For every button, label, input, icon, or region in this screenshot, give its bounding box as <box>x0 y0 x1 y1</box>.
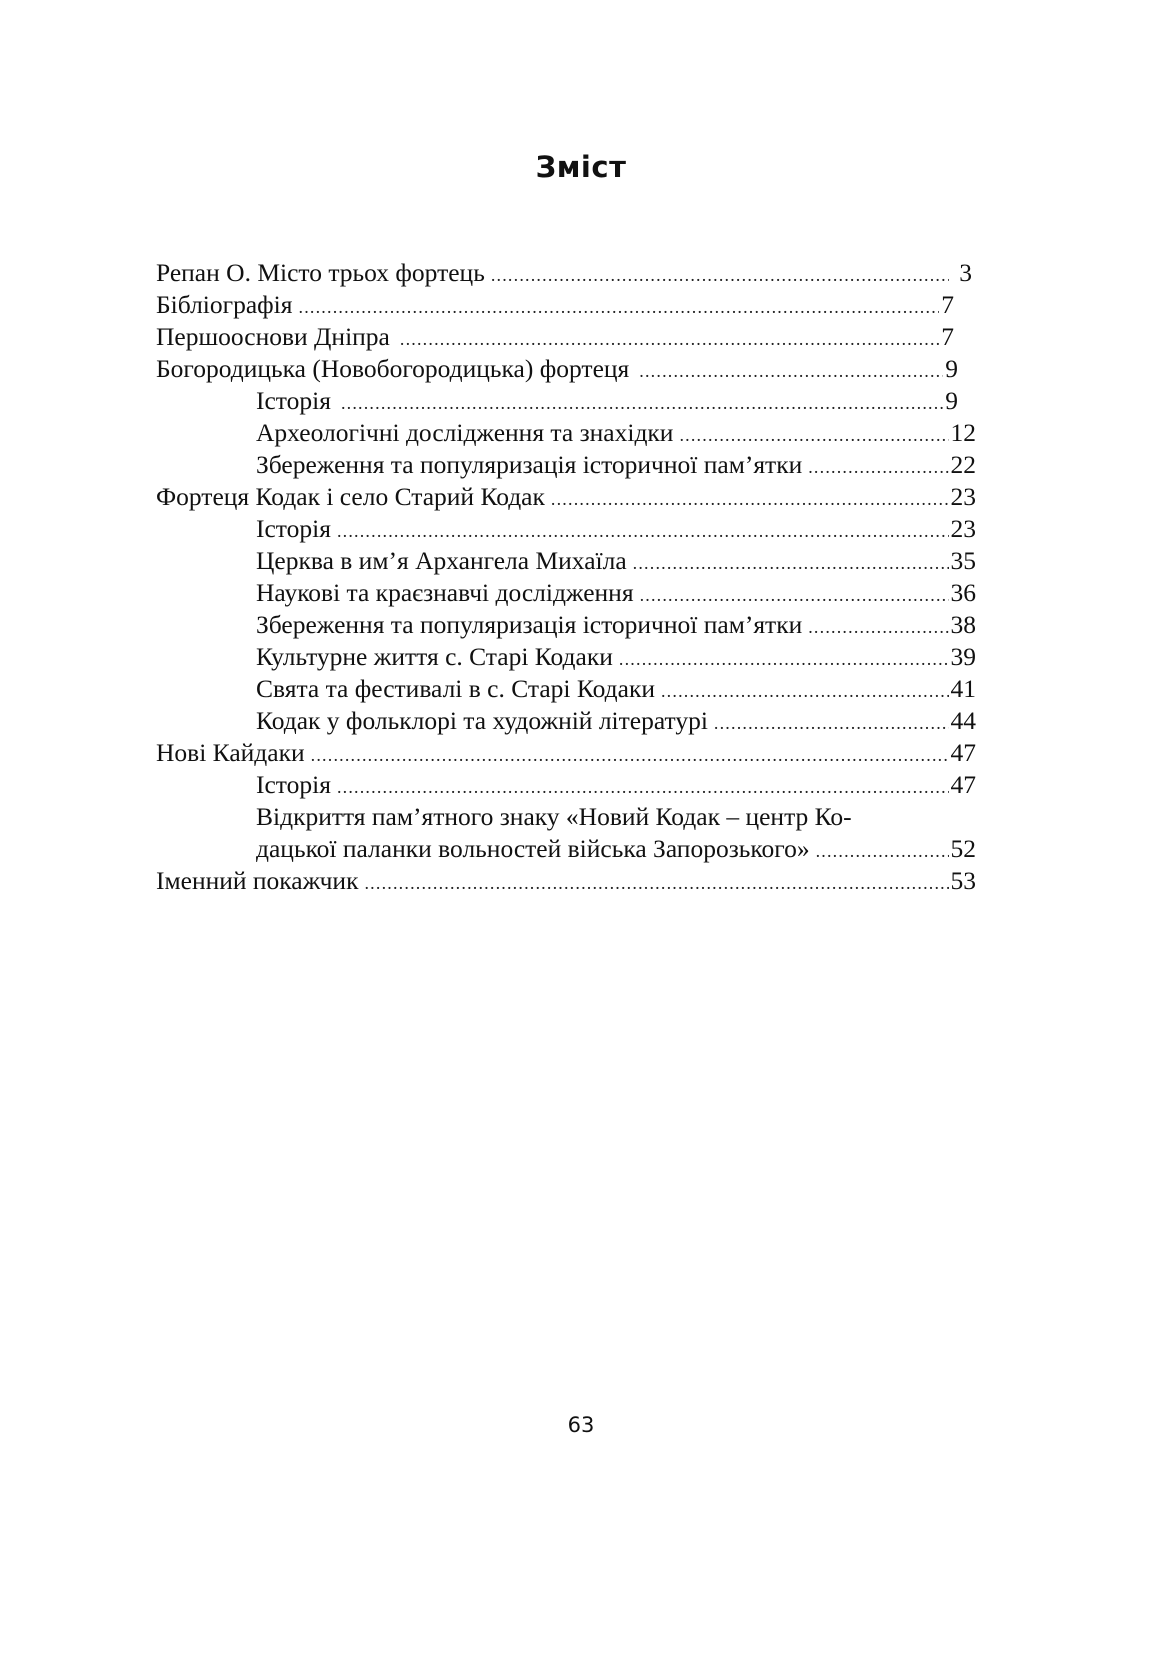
toc-entry-page: 23 <box>950 514 976 543</box>
dot-leader <box>337 515 949 547</box>
toc-entry-page: 47 <box>950 770 976 799</box>
toc-entry-title: Історія <box>256 386 331 415</box>
dot-leader <box>400 323 939 355</box>
dot-leader <box>491 259 949 291</box>
toc-entry-title-line1: Відкриття пам’ятного знаку «Новий Кодак – центр Ко- <box>256 802 852 831</box>
toc-entry-page: 52 <box>950 834 976 863</box>
dot-leader <box>714 707 949 739</box>
toc-entry-page: 12 <box>950 418 976 447</box>
toc-entry-title: Збереження та популяризація історичної пам’ятки <box>256 450 803 479</box>
toc-subentry[interactable] <box>156 385 976 417</box>
dot-leader <box>816 835 949 867</box>
toc-entry-page: 47 <box>950 738 976 767</box>
toc-entry-page: 9 <box>945 386 958 415</box>
toc-entry[interactable] <box>156 257 976 289</box>
toc-entry[interactable] <box>156 321 976 353</box>
dot-leader <box>364 867 948 899</box>
toc-entry-title: Наукові та краєзнавчі дослідження <box>256 578 634 607</box>
toc-entry-title: Богородицька (Новобогородицька) фортеця <box>156 354 630 383</box>
toc-subentry[interactable] <box>156 801 976 865</box>
toc-entry-page: 38 <box>950 610 976 639</box>
dot-leader <box>619 643 949 675</box>
toc-subentry[interactable] <box>156 705 976 737</box>
toc-entry-title: Фортеця Кодак і село Старий Кодак <box>156 482 545 511</box>
dot-leader <box>639 355 943 387</box>
toc-entry-title: Свята та фестивалі в с. Старі Кодаки <box>256 674 655 703</box>
page-title: Зміст <box>535 150 627 184</box>
toc-entry-title: Нові Кайдаки <box>156 738 305 767</box>
toc-entry-title: Археологічні дослідження та знахідки <box>256 418 674 447</box>
toc-subentry[interactable] <box>156 513 976 545</box>
toc-entry-page: 44 <box>950 706 976 735</box>
table-of-contents <box>156 257 976 897</box>
toc-entry-page: 22 <box>950 450 976 479</box>
toc-entry-title: Історія <box>256 770 331 799</box>
toc-subentry[interactable] <box>156 769 976 801</box>
toc-entry[interactable] <box>156 865 976 897</box>
toc-subentry[interactable] <box>156 673 976 705</box>
dot-leader <box>337 771 949 803</box>
dot-leader <box>311 739 949 771</box>
toc-subentry[interactable] <box>156 609 976 641</box>
toc-entry[interactable] <box>156 481 976 513</box>
dot-leader <box>299 291 940 323</box>
toc-entry-title: Збереження та популяризація історичної пам’ятки <box>256 610 803 639</box>
dot-leader <box>551 483 949 515</box>
toc-entry-page: 41 <box>950 674 976 703</box>
dot-leader <box>808 611 948 643</box>
toc-entry-title: Першооснови Дніпра <box>156 322 390 351</box>
dot-leader <box>341 387 943 419</box>
page-number: 63 <box>567 1413 595 1437</box>
toc-subentry[interactable] <box>156 449 976 481</box>
dot-leader <box>679 419 948 451</box>
toc-entry-title: Іменний покажчик <box>156 866 359 895</box>
toc-entry-page: 3 <box>959 258 972 287</box>
toc-entry-title: Кодак у фольклорі та художній літературі <box>256 706 708 735</box>
toc-entry-page: 9 <box>945 354 958 383</box>
toc-entry-title: Культурне життя с. Старі Кодаки <box>256 642 613 671</box>
toc-subentry[interactable] <box>156 417 976 449</box>
toc-entry-page: 39 <box>950 642 976 671</box>
toc-entry[interactable] <box>156 353 976 385</box>
toc-entry[interactable] <box>156 289 976 321</box>
toc-entry-title: Бібліографія <box>156 290 293 319</box>
toc-entry-title: Історія <box>256 514 331 543</box>
dot-leader <box>808 451 948 483</box>
toc-entry-page: 7 <box>941 290 954 319</box>
toc-entry[interactable] <box>156 737 976 769</box>
toc-subentry[interactable] <box>156 545 976 577</box>
toc-entry-page: 23 <box>950 482 976 511</box>
dot-leader <box>633 547 949 579</box>
toc-subentry[interactable] <box>156 641 976 673</box>
toc-entry-title: Церква в им’я Архангела Михаїла <box>256 546 627 575</box>
toc-entry-page: 36 <box>950 578 976 607</box>
toc-entry-title: дацької паланки вольностей війська Запорозького» <box>256 834 810 863</box>
toc-entry-page: 35 <box>950 546 976 575</box>
toc-entry-page: 53 <box>950 866 976 895</box>
toc-entry-title: Репан О. Місто трьох фортець <box>156 258 485 287</box>
toc-subentry[interactable] <box>156 577 976 609</box>
dot-leader <box>640 579 949 611</box>
toc-entry-page: 7 <box>941 322 954 351</box>
dot-leader <box>661 675 949 707</box>
